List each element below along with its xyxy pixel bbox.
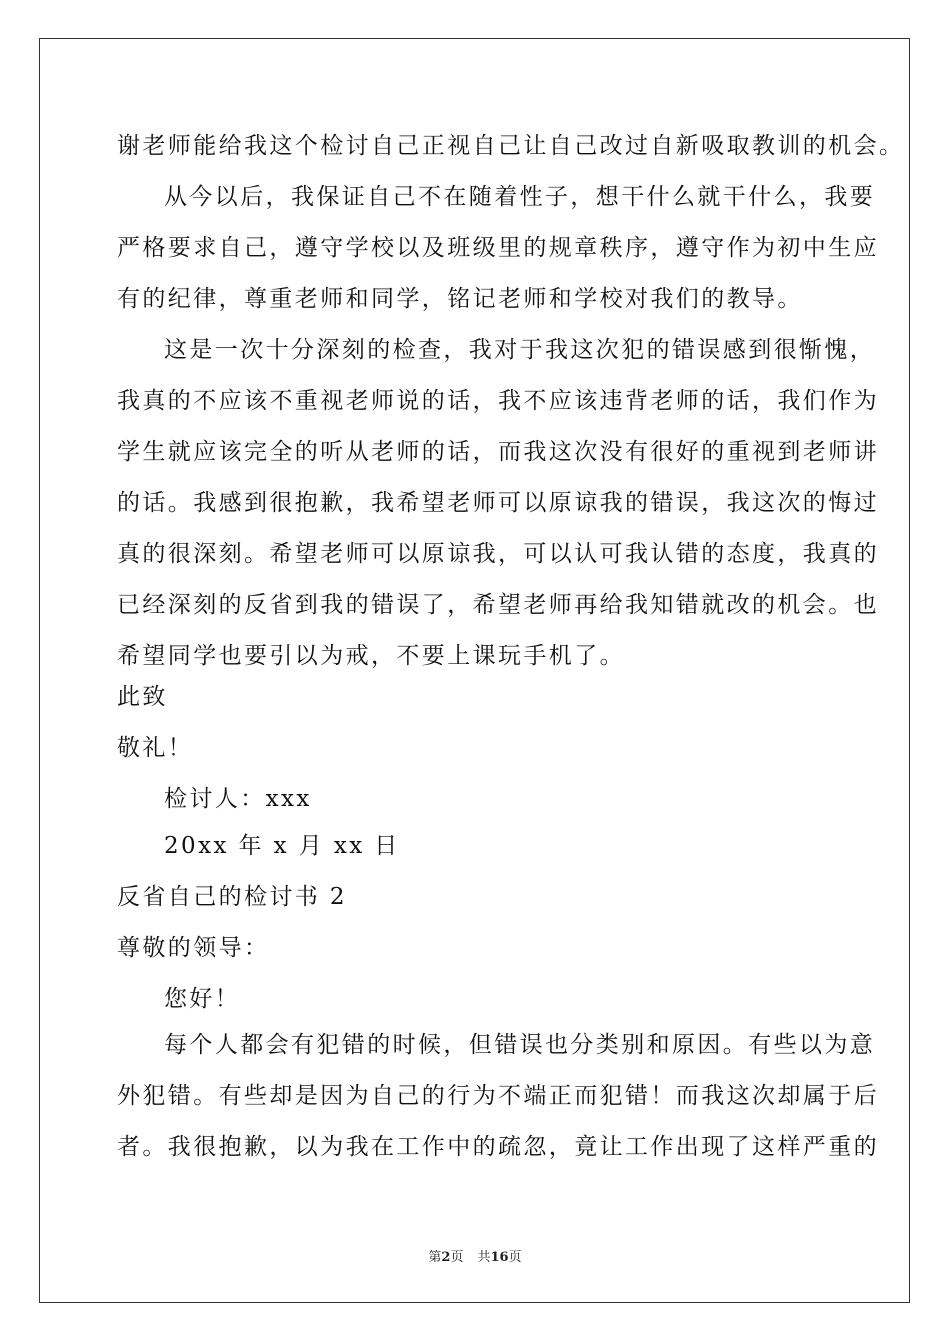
page-footer <box>0 1246 950 1265</box>
text-line: 我真的不应该不重视老师说的话，我不应该违背老师的话，我们作为 <box>117 388 879 414</box>
closing-salutation: 此致 <box>117 684 168 710</box>
closing-regards: 敬礼！ <box>117 735 194 761</box>
text-line: 有的纪律，尊重老师和同学，铭记老师和学校对我们的教导。 <box>117 286 803 312</box>
section-title: 反省自己的检讨书 2 <box>117 884 347 910</box>
paragraph-start: 这是一次十分深刻的检查，我对于我这次犯的错误感到很惭愧， <box>164 337 876 363</box>
text-line: 严格要求自己，遵守学校以及班级里的规章秩序，遵守作为初中生应 <box>117 235 879 261</box>
text-line: 者。我很抱歉，以为我在工作中的疏忽，竟让工作出现了这样严重的 <box>117 1134 879 1160</box>
text-line: 已经深刻的反省到我的错误了，希望老师再给我知错就改的机会。也 <box>117 592 879 618</box>
paragraph-start: 从今以后，我保证自己不在随着性子，想干什么就干什么，我要 <box>164 184 876 210</box>
text-line: 外犯错。有些却是因为自己的行为不端正而犯错！而我这次却属于后 <box>117 1083 879 1109</box>
paragraph-start: 每个人都会有犯错的时候，但错误也分类别和原因。有些以为意 <box>164 1032 876 1058</box>
text-line: 的话。我感到很抱歉，我希望老师可以原谅我的错误，我这次的悔过 <box>117 490 879 516</box>
text-line: 希望同学也要引以为戒，不要上课玩手机了。 <box>117 643 625 669</box>
page-number: 2 <box>441 1250 451 1265</box>
total-suffix: 页 <box>508 1250 522 1265</box>
text-line: 谢老师能给我这个检讨自己正视自己让自己改过自新吸取教训的机会。 <box>117 133 905 159</box>
greeting: 您好！ <box>164 986 241 1012</box>
letter-salutation: 尊敬的领导： <box>117 935 270 961</box>
text-line: 真的很深刻。希望老师可以原谅我，可以认可我认错的态度，我真的 <box>117 541 879 567</box>
total-prefix: 共 <box>477 1250 491 1265</box>
page-prefix: 第 <box>428 1250 442 1265</box>
signature-date: 20xx 年 x 月 xx 日 <box>164 833 400 859</box>
total-pages: 16 <box>490 1250 509 1265</box>
text-line: 学生就应该完全的听从老师的话，而我这次没有很好的重视到老师讲 <box>117 439 879 465</box>
signature-name: 检讨人：xxx <box>164 786 312 812</box>
page-suffix: 页 <box>450 1250 464 1265</box>
